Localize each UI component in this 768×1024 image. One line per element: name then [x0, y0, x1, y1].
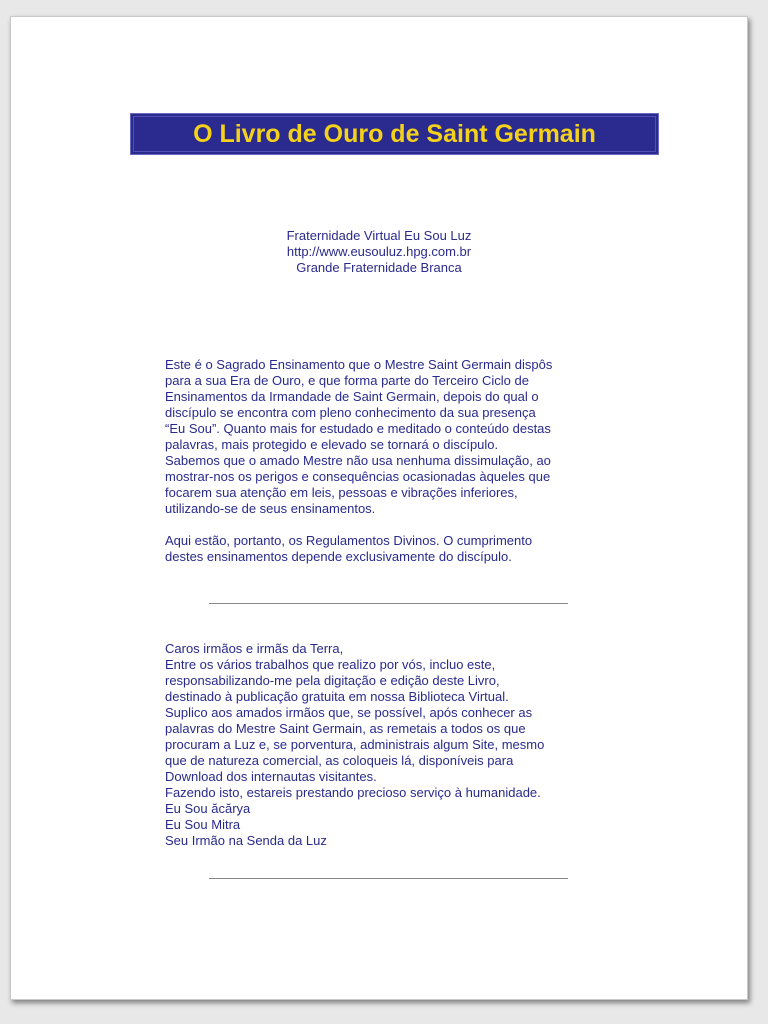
letter-line: destinado à publicação gratuita em nossa Biblioteca Virtual. — [165, 689, 509, 704]
text-line: “Eu Sou”. Quanto mais for estudado e meditado o conteúdo destas — [165, 421, 551, 436]
text-line: Ensinamentos da Irmandade de Saint Germain, depois do qual o — [165, 389, 539, 404]
signature-line: Eu Sou Mitra — [165, 817, 241, 832]
letter-section — [165, 641, 625, 849]
letter-line: Suplico aos amados irmãos que, se possível, após conhecer as — [165, 705, 533, 720]
text-line: mostrar-nos os perigos e consequências ocasionadas àqueles que — [165, 469, 551, 484]
text-line: discípulo se encontra com pleno conhecimento da sua presença — [165, 405, 536, 420]
letter-line: palavras do Mestre Saint Germain, as remetais a todos os que — [165, 721, 526, 736]
divider — [209, 878, 568, 879]
letter-line: Fazendo isto, estareis prestando precioso serviço à humanidade. — [165, 785, 541, 800]
text-line: palavras, mais protegido e elevado se tornará o discípulo. — [165, 437, 499, 452]
intro-paragraph-1 — [165, 357, 625, 517]
text-line: Aqui estão, portanto, os Regulamentos Divinos. O cumprimento — [165, 533, 533, 548]
site-name: Fraternidade Virtual Eu Sou Luz — [286, 228, 472, 243]
letter-line: Download dos internautas visitantes. — [165, 769, 377, 784]
divider — [209, 603, 568, 604]
site-info — [11, 228, 747, 276]
text-line: destes ensinamentos depende exclusivamente do discípulo. — [165, 549, 512, 564]
signature-line: Seu Irmão na Senda da Luz — [165, 833, 327, 848]
document-title: O Livro de Ouro de Saint Germain — [193, 119, 596, 148]
site-subtitle: Grande Fraternidade Branca — [296, 260, 462, 275]
intro-paragraph-2 — [165, 533, 625, 565]
text-line: focarem sua atenção em leis, pessoas e vibrações inferiores, — [165, 485, 518, 500]
text-line: Este é o Sagrado Ensinamento que o Mestre Saint Germain dispôs — [165, 357, 553, 372]
intro-section — [165, 357, 625, 581]
letter-line: responsabilizando-me pela digitação e edição deste Livro, — [165, 673, 500, 688]
letter-line: que de natureza comercial, as coloqueis lá, disponíveis para — [165, 753, 514, 768]
document-page — [10, 16, 748, 1000]
text-line: Sabemos que o amado Mestre não usa nenhuma dissimulação, ao — [165, 453, 551, 468]
site-url: http://www.eusouluz.hpg.com.br — [286, 244, 472, 259]
text-line: utilizando-se de seus ensinamentos. — [165, 501, 376, 516]
text-line: para a sua Era de Ouro, e que forma parte do Terceiro Ciclo de — [165, 373, 529, 388]
signature-line: Eu Sou ăcărya — [165, 801, 251, 816]
letter-line: Caros irmãos e irmãs da Terra, — [165, 641, 344, 656]
letter-line: procuram a Luz e, se porventura, administrais algum Site, mesmo — [165, 737, 545, 752]
letter-line: Entre os vários trabalhos que realizo por vós, incluo este, — [165, 657, 496, 672]
title-banner — [130, 113, 659, 155]
